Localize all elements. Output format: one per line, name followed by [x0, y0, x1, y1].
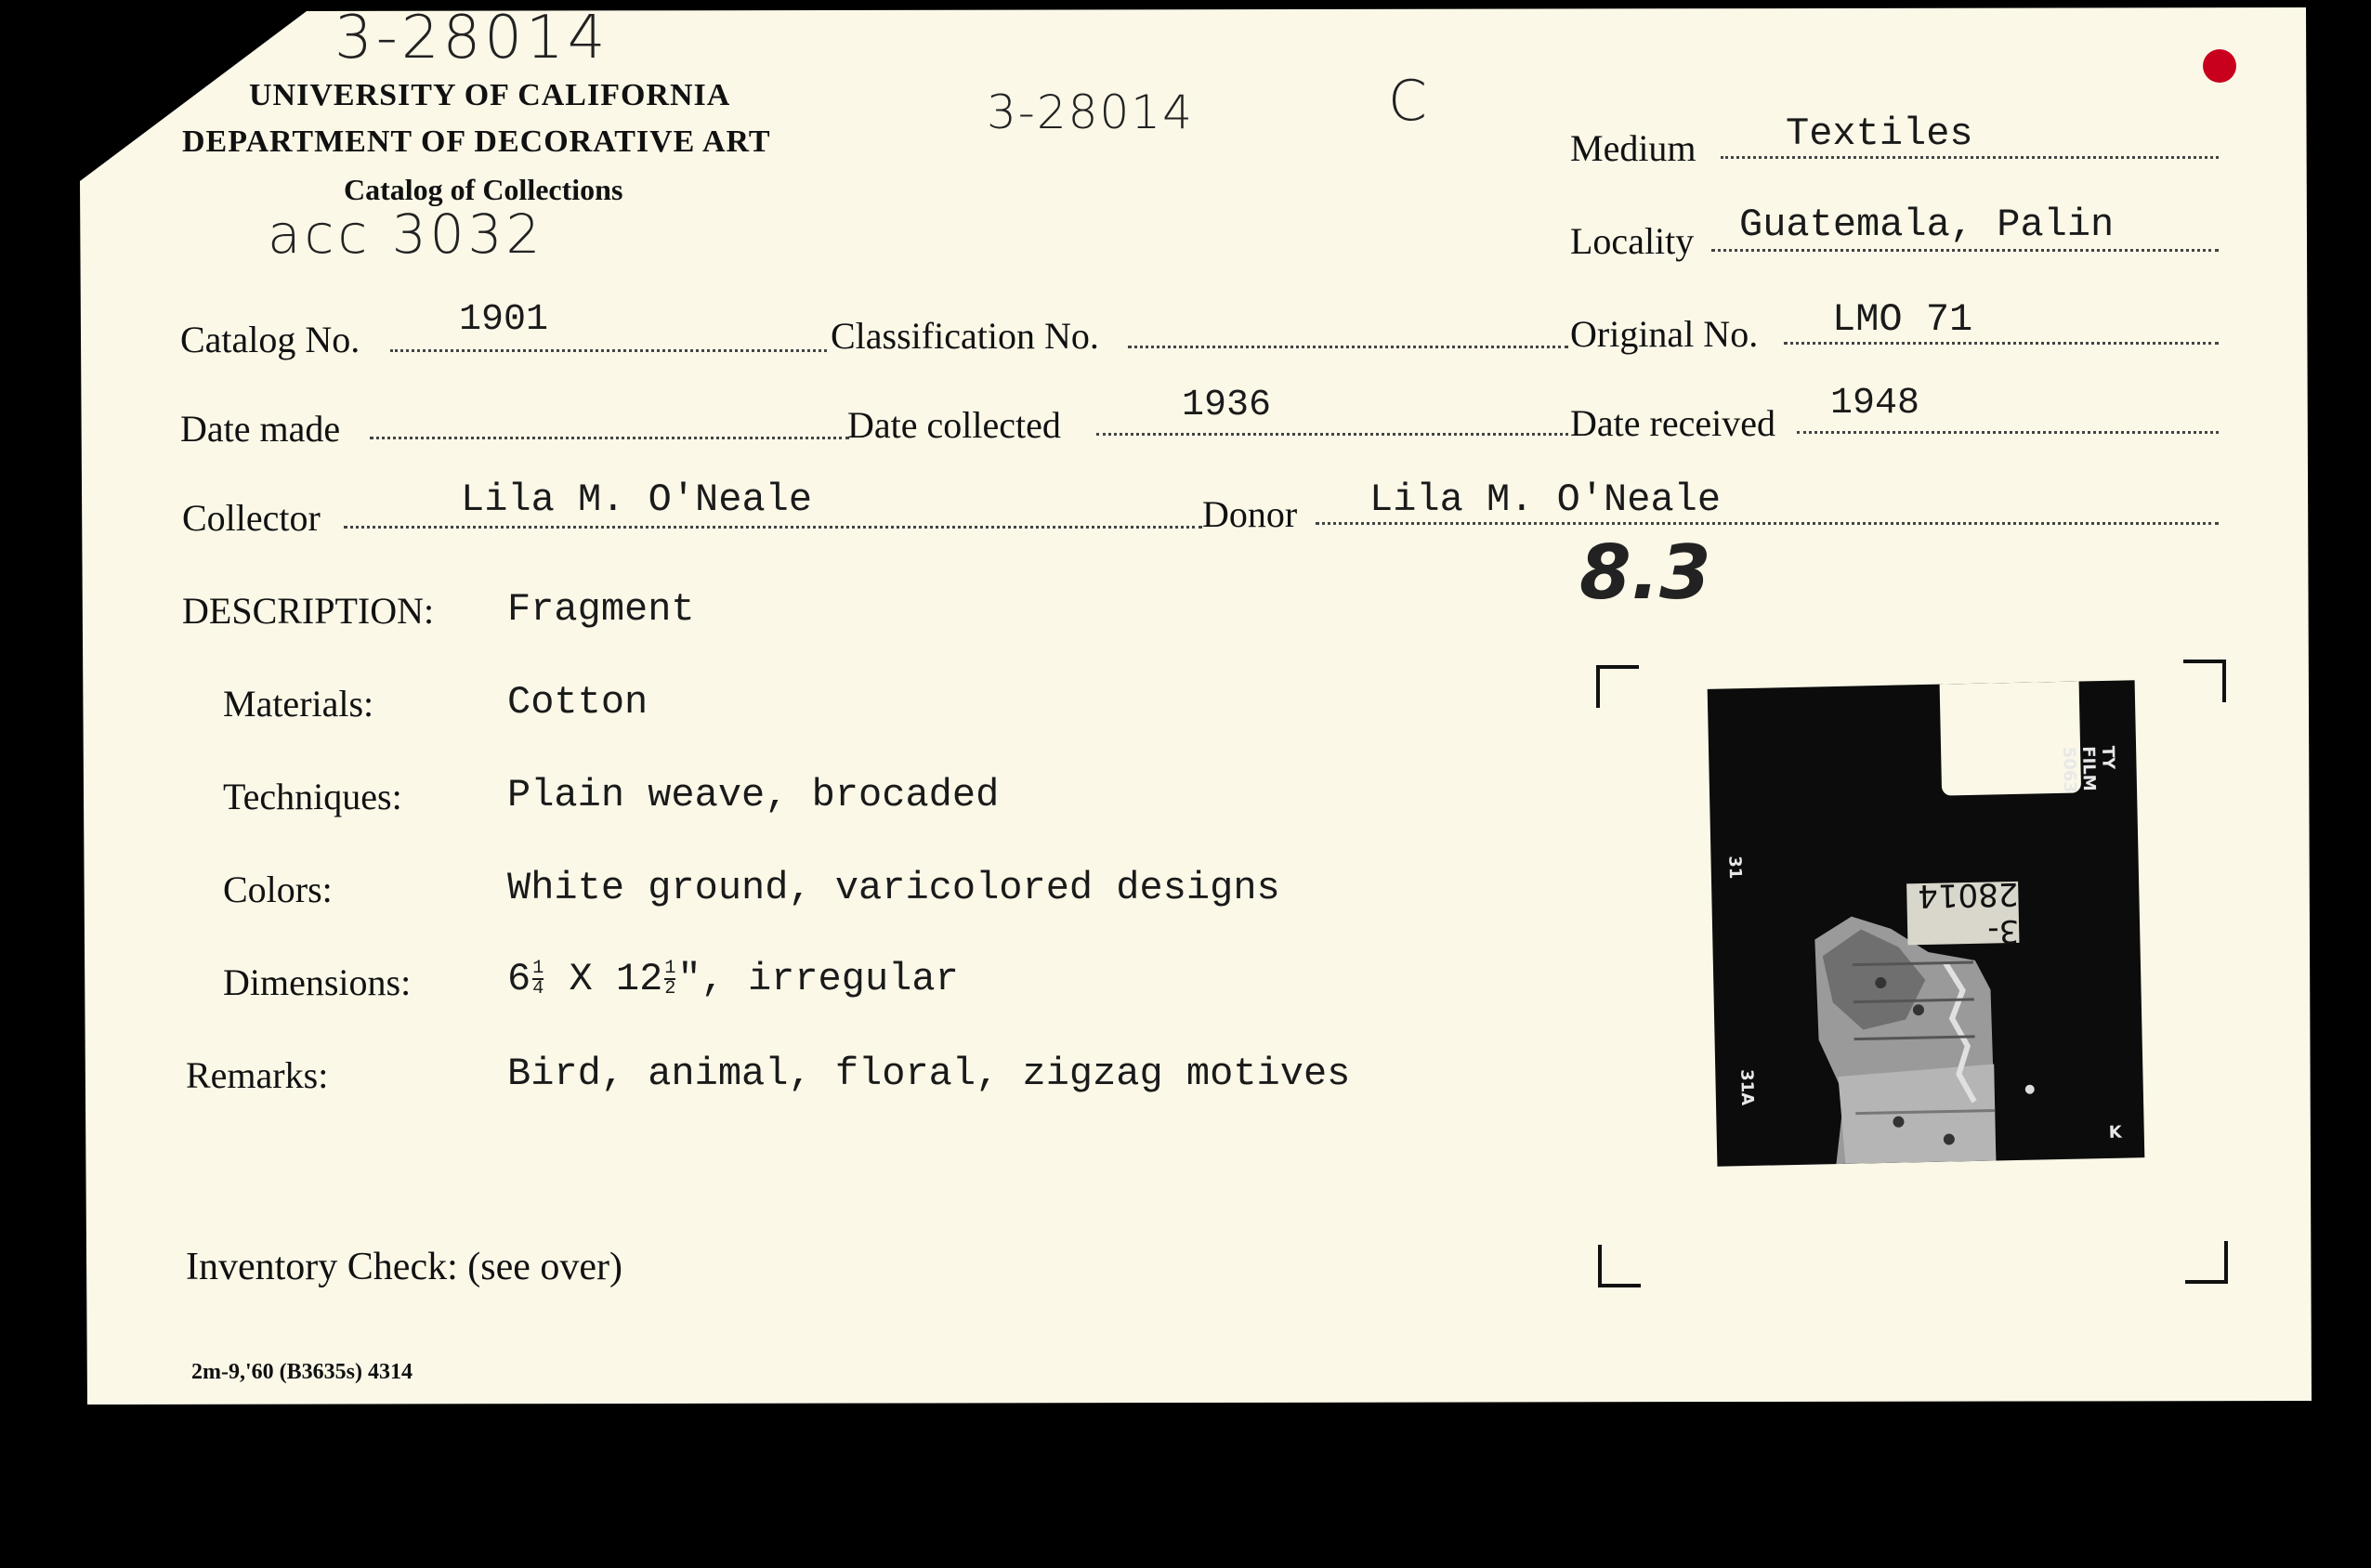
- donor-rule: [1316, 522, 2219, 525]
- collector-value: Lila M. O'Neale: [461, 477, 813, 522]
- original-no-rule: [1784, 342, 2219, 345]
- classification-no-rule: [1128, 346, 1568, 348]
- red-dot: [2203, 49, 2236, 83]
- collector-rule: [344, 526, 1202, 529]
- materials-label: Materials:: [223, 683, 374, 725]
- medium-value: Textiles: [1786, 111, 1973, 156]
- date-collected-label: Date collected: [847, 404, 1061, 446]
- remarks-value: Bird, animal, floral, zigzag motives: [507, 1052, 1351, 1096]
- date-collected-value: 1936: [1182, 385, 1272, 426]
- handwritten-letter: C: [1388, 69, 1427, 134]
- medium-rule: [1721, 156, 2219, 159]
- handwritten-top-number: 3-28014: [334, 4, 609, 72]
- dimensions-value: 6 $\frac{1}{4}$ X 12 $\frac{1}{2}$ ", irregular: [507, 957, 959, 1001]
- original-no-label: Original No.: [1570, 313, 1759, 355]
- dimensions-label: Dimensions:: [223, 961, 412, 1003]
- classification-no-label: Classification No.: [831, 315, 1099, 357]
- handwritten-accession: acc 3032: [268, 203, 544, 266]
- inventory-check: Inventory Check: (see over): [186, 1246, 622, 1288]
- collector-label: Collector: [182, 497, 321, 539]
- catalog-no-label: Catalog No.: [180, 319, 360, 360]
- date-received-label: Date received: [1570, 402, 1775, 444]
- photo-corner-bottom-right: [2185, 1241, 2228, 1284]
- date-made-label: Date made: [180, 408, 341, 450]
- date-received-rule: [1797, 431, 2219, 434]
- medium-label: Medium: [1570, 127, 1696, 169]
- donor-label: Donor: [1202, 493, 1298, 535]
- photo-label: 3-28014: [1906, 882, 2019, 945]
- date-made-rule: [370, 437, 849, 439]
- techniques-value: Plain weave, brocaded: [507, 773, 1000, 817]
- photo-corner-top-right: [2183, 660, 2226, 702]
- film-edge-mark: K: [2108, 1122, 2122, 1143]
- locality-value: Guatemala, Palin: [1739, 203, 2115, 247]
- catalog-no-value: 1901: [459, 299, 549, 341]
- film-text: TY FILM 5063: [2059, 745, 2118, 794]
- photo-corner-top-left: [1596, 665, 1639, 708]
- catalog-title: Catalog of Collections: [344, 173, 623, 206]
- techniques-label: Techniques:: [223, 776, 402, 817]
- locality-label: Locality: [1570, 220, 1695, 262]
- frame-number-b: 31A: [1736, 1068, 1758, 1106]
- date-collected-rule: [1096, 433, 1568, 436]
- colors-value: White ground, varicolored designs: [507, 866, 1280, 910]
- handwritten-fraction: 8.3: [1579, 529, 1711, 616]
- date-received-value: 1948: [1830, 383, 1920, 425]
- description-value: Fragment: [507, 587, 695, 632]
- handwritten-middle-number: 3-28014: [987, 85, 1194, 139]
- description-label: DESCRIPTION:: [182, 590, 435, 632]
- donor-value: Lila M. O'Neale: [1369, 477, 1722, 522]
- materials-value: Cotton: [507, 680, 648, 725]
- university-name: UNIVERSITY OF CALIFORNIA: [249, 78, 731, 112]
- locality-rule: [1711, 249, 2219, 252]
- print-code: 2m-9,'60 (B3635s) 4314: [191, 1360, 413, 1384]
- department-name: DEPARTMENT OF DECORATIVE ART: [182, 124, 771, 159]
- textile-photo: [1708, 680, 2145, 1167]
- colors-label: Colors:: [223, 869, 333, 910]
- original-no-value: LMO 71: [1832, 297, 1973, 342]
- catalog-no-rule: [390, 349, 827, 352]
- frame-number-a: 31: [1724, 856, 1745, 880]
- photo-corner-bottom-left: [1598, 1245, 1641, 1287]
- remarks-label: Remarks:: [186, 1054, 329, 1096]
